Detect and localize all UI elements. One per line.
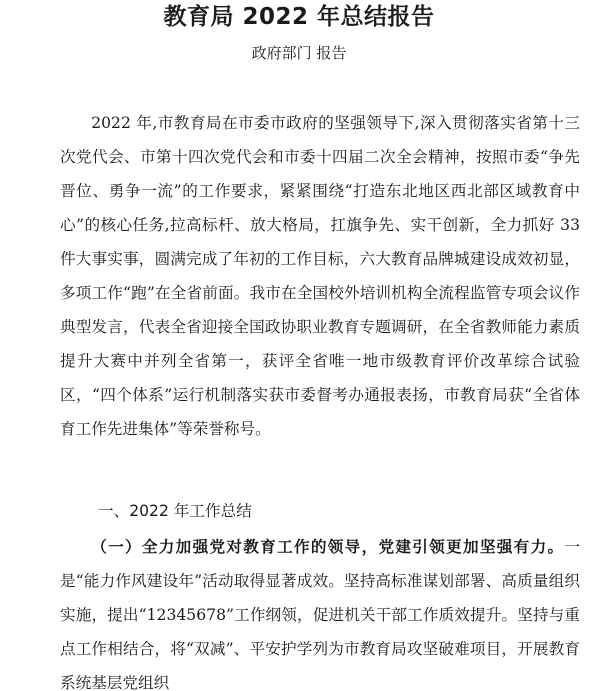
subsection-heading: （一）全力加强党对教育工作的领导，党建引领更加坚强有力。 [91,538,565,556]
document-subtitle: 政府部门 报告 [251,44,347,62]
intro-paragraph: 2022 年,市教育局在市委市政府的坚强领导下,深入贯彻落实省第十三次党代会、市第十四次党代会和市委十四届二次全会精神，按照市委“争先晋位、勇争一流”的工作要求，紧紧围绕“打造东北地区西北部区域教育中心”的核心任务,拉高标杆、放大格局，扛旗争先、实干创新，全力抓好 33 件大事实事，圆满完成了年初的工作目标，六大教育品牌城建设成效初显，多项工作“跑”在全省前面。我市在全国校外培训机构全流程监管专项会议作典型发言，代表全省迎接全国政协职业教育专题调研，在全省教师能力素质提升大赛中并列全省第一，获评全省唯一地市级教育评价改革综合试验区，“四个体系”运行机制落实获市委督考办通报表扬，市教育局获“全省体育工作先进集体”等荣誉称号。 [60,114,580,438]
subsection-text: 一是“能力作风建设年”活动取得显著成效。坚持高标准谋划部署、高质量组织实施，提出“12345678”工作纲领，促进机关干部工作质效提升。坚持与重点工作相结合，将“双减”、平安护学列为市教育局攻坚破难项目，开展教育系统基层党组织 [60,538,580,691]
section-heading: 一、2022 年工作总结 [98,502,252,520]
section-paragraph [60,530,580,691]
document-title: 教育局 2022 年总结报告 [163,4,435,30]
